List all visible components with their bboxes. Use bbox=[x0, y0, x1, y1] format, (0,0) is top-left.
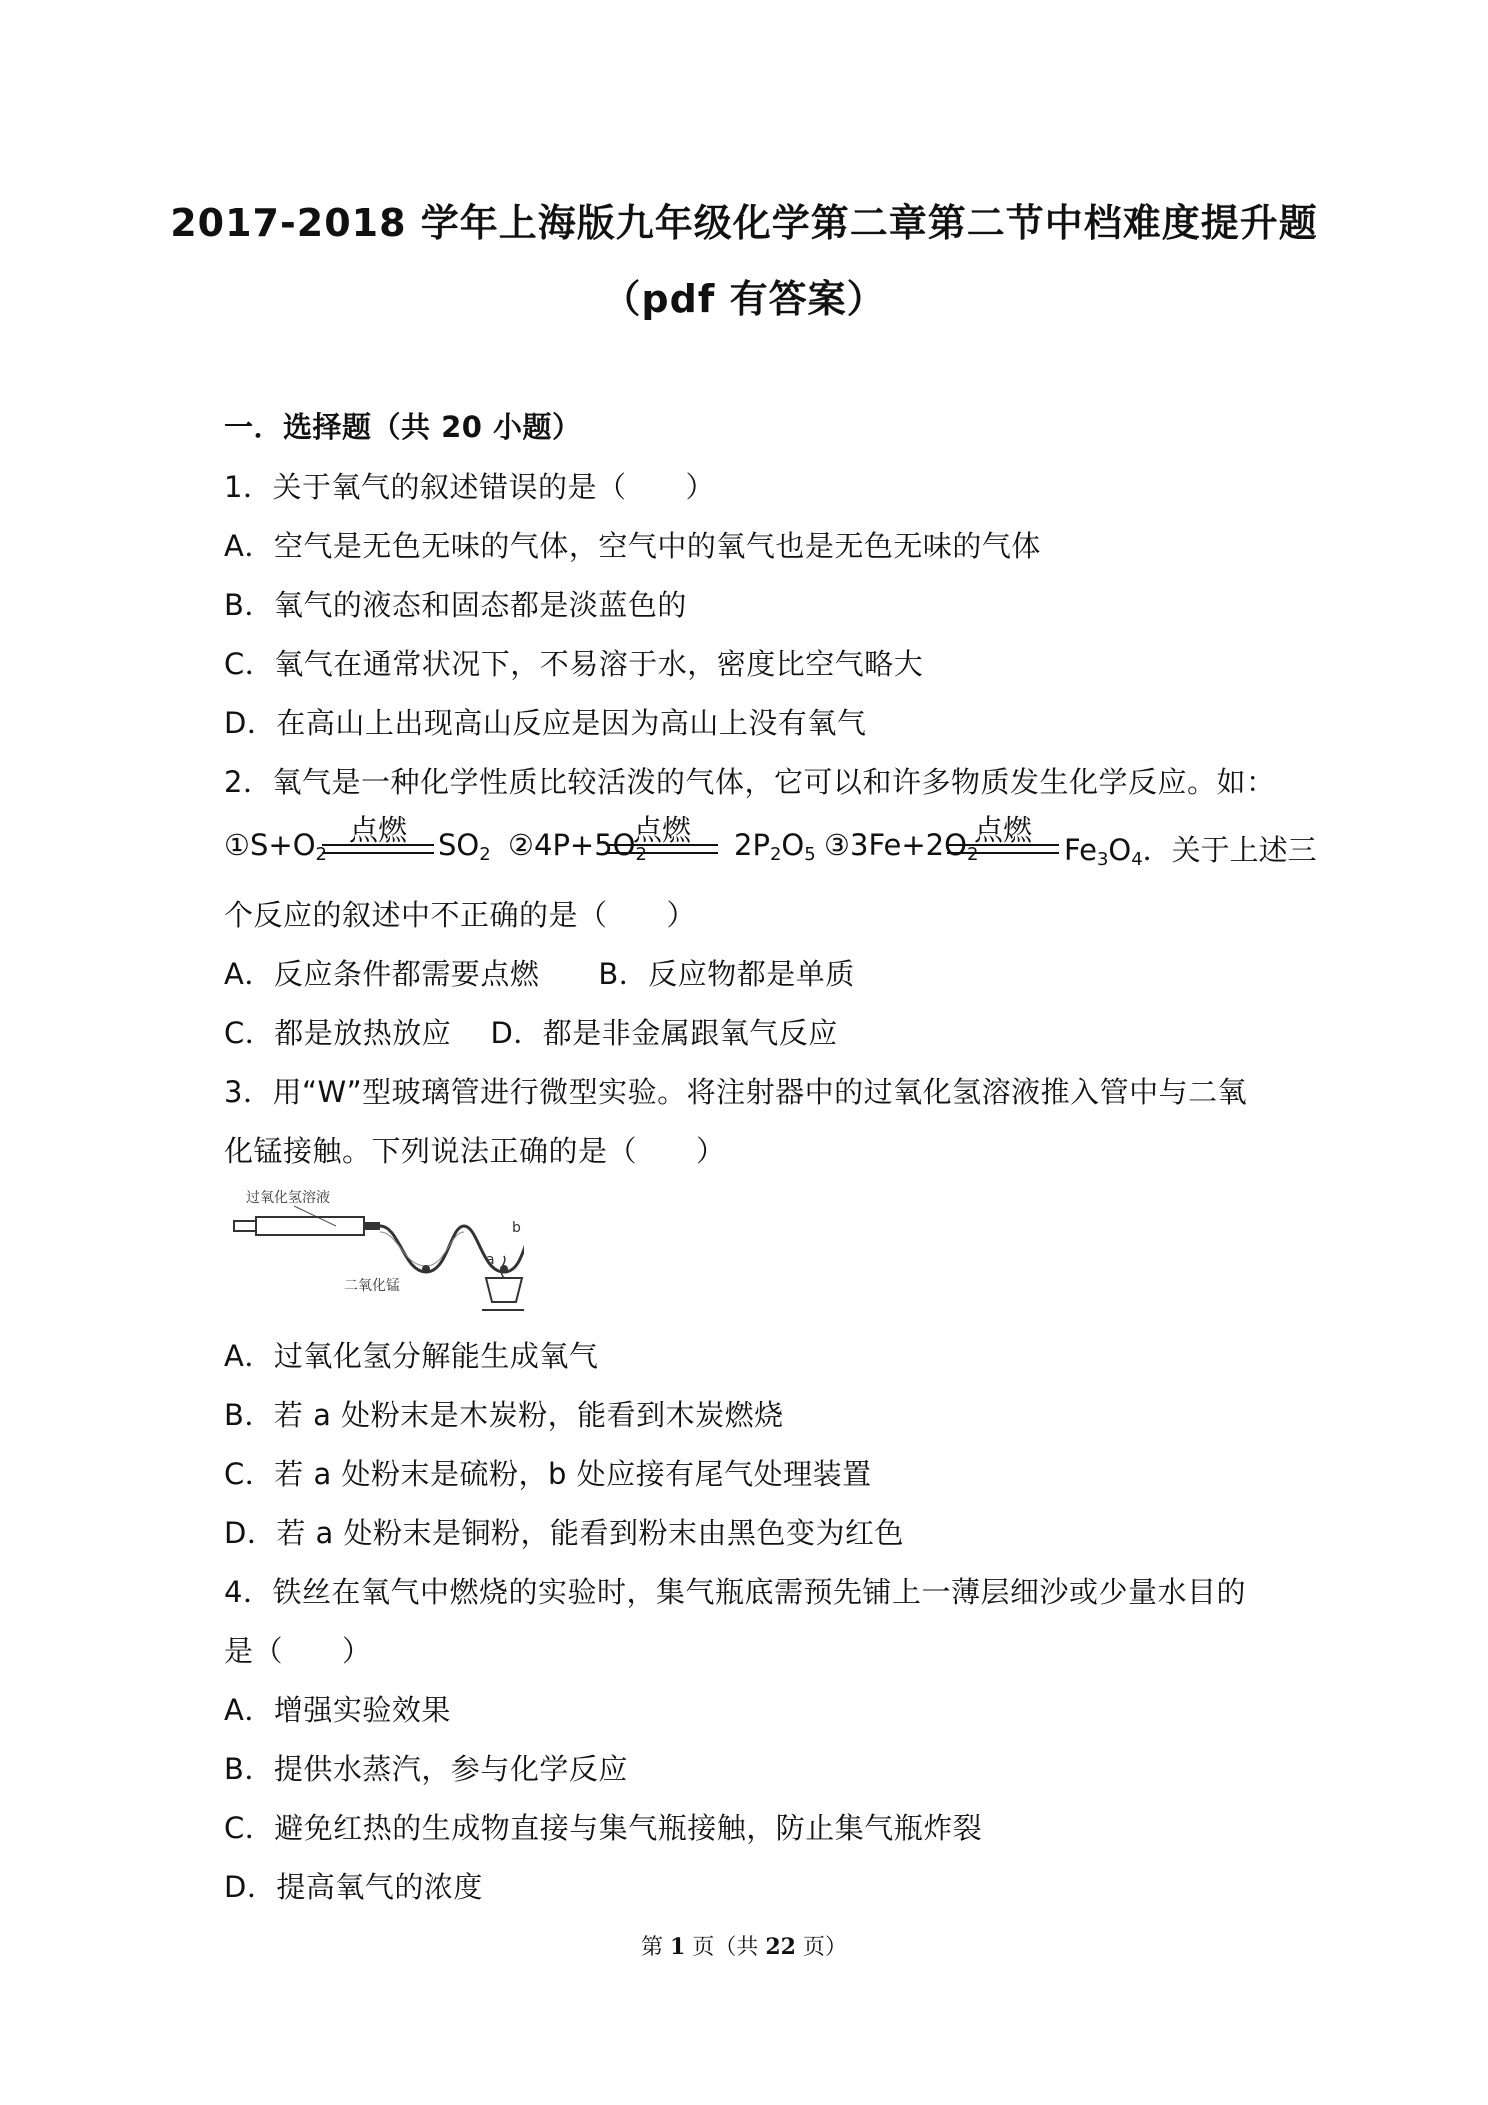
page-footer: 第 1 页（共 22 页） bbox=[641, 1934, 847, 1960]
w-tube-diagram bbox=[224, 1172, 524, 1322]
reaction-1-reactants: $①S+O_2$ bbox=[224, 828, 327, 865]
question-3-stem: 3．用“W”型玻璃管进行微型实验。将注射器中的过氧化氢溶液推入管中与二氧 bbox=[224, 1075, 1248, 1109]
question-2-stem-continued: 个反应的叙述中不正确的是（ ） bbox=[224, 898, 697, 932]
question-4-option-d: D．提高氧气的浓度 bbox=[224, 1870, 483, 1904]
footer-page-number: 1 bbox=[670, 1934, 686, 1960]
question-2-stem: 2．氧气是一种化学性质比较活泼的气体，它可以和许多物质发生化学反应。如： bbox=[224, 765, 1276, 799]
reaction-3-reactants: $③3Fe+2O_2$ bbox=[824, 828, 979, 865]
reaction-2-condition: 点燃 bbox=[632, 813, 691, 847]
section-heading: 一．选择题（共 20 小题） bbox=[224, 410, 582, 444]
figure-label-hydrogen-peroxide: 过氧化氢溶液 bbox=[246, 1190, 330, 1206]
question-3-option-a: A．过氧化氢分解能生成氧气 bbox=[224, 1339, 599, 1373]
question-3-option-d: D．若 a 处粉末是铜粉，能看到粉末由黑色变为红色 bbox=[224, 1516, 905, 1550]
question-4-stem-continued: 是（ ） bbox=[224, 1634, 372, 1668]
document-title-line1: 2017-2018 学年上海版九年级化学第二章第二节中档难度提升题 bbox=[170, 201, 1318, 245]
syringe-connector bbox=[364, 1222, 380, 1230]
question-4-option-c: C．避免红热的生成物直接与集气瓶接触，防止集气瓶炸裂 bbox=[224, 1811, 983, 1845]
reaction-2-equals-sign bbox=[606, 844, 718, 854]
manganese-dioxide-powder bbox=[422, 1265, 430, 1273]
question-1-stem: 1．关于氧气的叙述错误的是（ ） bbox=[224, 470, 715, 504]
figure-label-a: a bbox=[486, 1252, 495, 1268]
syringe-plunger bbox=[234, 1221, 256, 1231]
question-3-option-b: B．若 a 处粉末是木炭粉，能看到木炭燃烧 bbox=[224, 1398, 784, 1432]
w-tube-inner-wall bbox=[380, 1232, 464, 1266]
document-title-line2: （pdf 有答案） bbox=[602, 277, 886, 321]
question-1-option-c: C．氧气在通常状况下，不易溶于水，密度比空气略大 bbox=[224, 647, 924, 681]
footer-total-pages: 22 bbox=[765, 1934, 796, 1960]
alcohol-lamp-icon bbox=[486, 1278, 522, 1302]
question-2-options-row1: A．反应条件都需要点燃 B．反应物都是单质 bbox=[224, 957, 855, 991]
question-4-option-a: A．增强实验效果 bbox=[224, 1693, 451, 1727]
question-1-option-d: D．在高山上出现高山反应是因为高山上没有氧气 bbox=[224, 706, 867, 740]
question-3-stem-continued: 化锰接触。下列说法正确的是（ ） bbox=[224, 1134, 726, 1168]
question-3-option-c: C．若 a 处粉末是硫粉，b 处应接有尾气处理装置 bbox=[224, 1457, 872, 1491]
syringe-barrel bbox=[256, 1217, 364, 1235]
question-1-option-b: B．氧气的液态和固态都是淡蓝色的 bbox=[224, 588, 687, 622]
question-1-option-a: A．空气是无色无味的气体，空气中的氧气也是无色无味的气体 bbox=[224, 529, 1041, 563]
reaction-1-equals-sign bbox=[322, 844, 434, 854]
question-2-options-row2: C．都是放热放应 D．都是非金属跟氧气反应 bbox=[224, 1016, 838, 1050]
reaction-3-products: $Fe_3O_4$．关于上述三 bbox=[1064, 833, 1317, 870]
reaction-3-equals-sign bbox=[947, 844, 1059, 854]
figure-label-manganese-dioxide: 二氧化锰 bbox=[344, 1278, 400, 1294]
reaction-1-products: $SO_2$ bbox=[438, 828, 491, 865]
reaction-2-reactants: $②4P+5O_2$ bbox=[508, 828, 647, 865]
question-4-stem: 4．铁丝在氧气中燃烧的实验时，集气瓶底需预先铺上一薄层细沙或少量水目的 bbox=[224, 1575, 1246, 1609]
question-4-option-b: B．提供水蒸汽，参与化学反应 bbox=[224, 1752, 628, 1786]
reaction-1-condition: 点燃 bbox=[348, 813, 407, 847]
reaction-2-products: $2P_2O_5$ bbox=[734, 828, 816, 865]
reaction-3-condition: 点燃 bbox=[973, 813, 1032, 847]
figure-label-b: b bbox=[512, 1220, 521, 1236]
w-tube-apparatus-figure bbox=[224, 1172, 524, 1322]
